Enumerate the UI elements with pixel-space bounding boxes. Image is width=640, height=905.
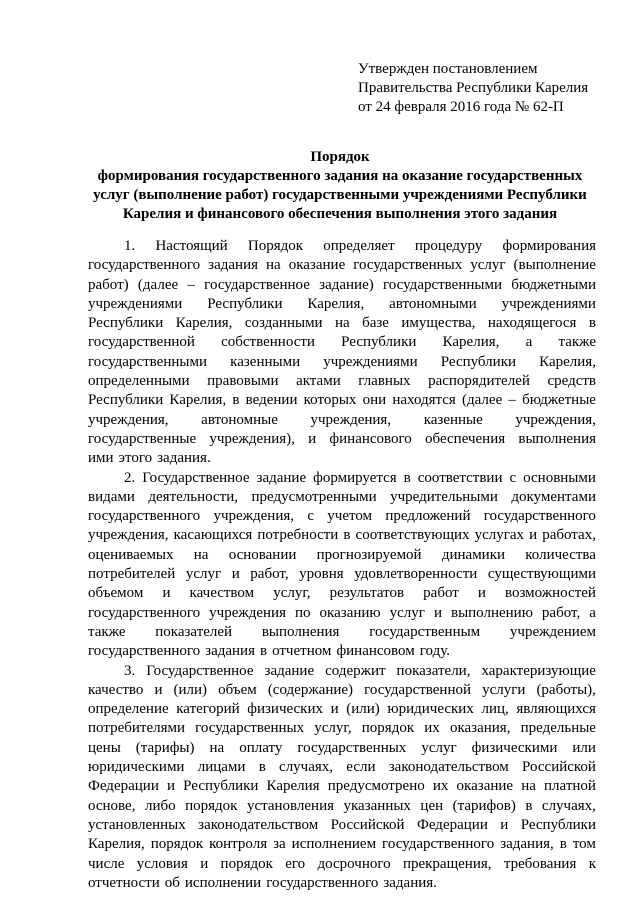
paragraph-line: оцениваемых на основании прогнозируемой динамики количества <box>88 546 596 563</box>
title-line: формирования государственного задания на оказание государственных <box>97 168 583 184</box>
paragraph-2 <box>88 469 596 662</box>
approval-line: Утвержден постановлением <box>358 61 538 77</box>
paragraph-line: Федерации и Республики Карелия предусмотрено их оказание на платной <box>88 778 596 795</box>
document-title <box>80 148 600 224</box>
paragraph-line: 3. Государственное задание содержит показатели, характеризующие <box>124 662 596 679</box>
paragraph-line: работ) (далее – государственное задание) государственными бюджетными <box>88 276 596 293</box>
paragraph-line: государственного учреждения, с учетом предложений государственного <box>88 508 596 525</box>
paragraph-line: числе условия и порядок его досрочного прекращения, требования к <box>88 855 596 872</box>
paragraph-line: цены (тарифы) на оплату государственных услуг физическими или <box>88 739 596 756</box>
title-line: Порядок <box>310 149 370 165</box>
paragraph-line: ими этого задания. <box>88 450 211 467</box>
paragraph-line: Республики Карелия, созданными на базе имущества, находящегося в <box>88 315 596 332</box>
paragraph-line: учреждения, касающихся потребности в соответствующих услугах и работах, <box>88 527 596 544</box>
paragraph-line: государственного учреждения по оказанию услуг и выполнению работ, а <box>88 604 596 621</box>
approval-line: Правительства Республики Карелия <box>358 80 589 96</box>
paragraph-line: видами деятельности, предусмотренными учредительными документами <box>88 488 596 505</box>
paragraph-line: установленных законодательством Российской Федерации и Республики <box>88 816 596 833</box>
paragraph-line: основе, либо порядок установления указанных цен (тарифов) в случаях, <box>88 797 596 814</box>
paragraph-line: объемом и качеством услуг, результатов работ и возможностей <box>88 585 596 602</box>
paragraph-line: 1. Настоящий Порядок определяет процедуру формирования <box>124 238 596 254</box>
paragraph-line: определенными правовыми актами главных распорядителей средств <box>88 373 596 390</box>
paragraph-line: определение категорий физических и (или) юридических лиц, являющихся <box>88 701 596 718</box>
document-body <box>88 237 596 893</box>
paragraph-line: государственного задания в отчетном финансовом году. <box>88 643 450 660</box>
paragraph-line: отчетности об исполнении государственного задания. <box>88 874 437 891</box>
paragraph-line: государственной собственности Республики Карелия, а также <box>88 334 596 351</box>
approval-stamp <box>358 60 628 117</box>
paragraph-line: юридическими лицами в случаях, если законодательством Российской <box>88 759 596 776</box>
paragraph-line: 2. Государственное задание формируется в соответствии с основными <box>124 469 596 486</box>
paragraph-line: государственного задания на оказание государственных услуг (выполнение <box>88 257 596 274</box>
approval-line: от 24 февраля 2016 года № 62-П <box>358 99 564 115</box>
paragraph-line: учреждениями Республики Карелия, автономными учреждениями <box>88 295 596 312</box>
paragraph-1 <box>88 237 596 469</box>
paragraph-line: государственными казенными учреждениями Республики Карелия, <box>88 353 596 370</box>
paragraph-line: учреждения, автономные учреждения, казенные учреждения, <box>88 411 596 428</box>
title-line: Карелия и финансового обеспечения выполнения этого задания <box>122 206 558 222</box>
paragraph-line: также показателей выполнения государственным учреждением <box>88 623 596 640</box>
paragraph-line: потребителей услуг и работ, уровня удовлетворенности существующими <box>88 566 596 583</box>
paragraph-line: государственные учреждения), и финансового обеспечения выполнения <box>88 430 596 447</box>
paragraph-line: качество и (или) объем (содержание) государственной услуги (работы), <box>88 681 596 698</box>
paragraph-line: Республики Карелия, в ведении которых они находятся (далее – бюджетные <box>88 392 596 409</box>
title-line: услуг (выполнение работ) государственными учреждениями Республики <box>93 187 587 203</box>
paragraph-line: потребителями государственных услуг, порядок их оказания, предельные <box>88 720 596 737</box>
paragraph-line: Карелия, порядок контроля за исполнением государственного задания, в том <box>88 836 596 853</box>
paragraph-3 <box>88 662 596 894</box>
